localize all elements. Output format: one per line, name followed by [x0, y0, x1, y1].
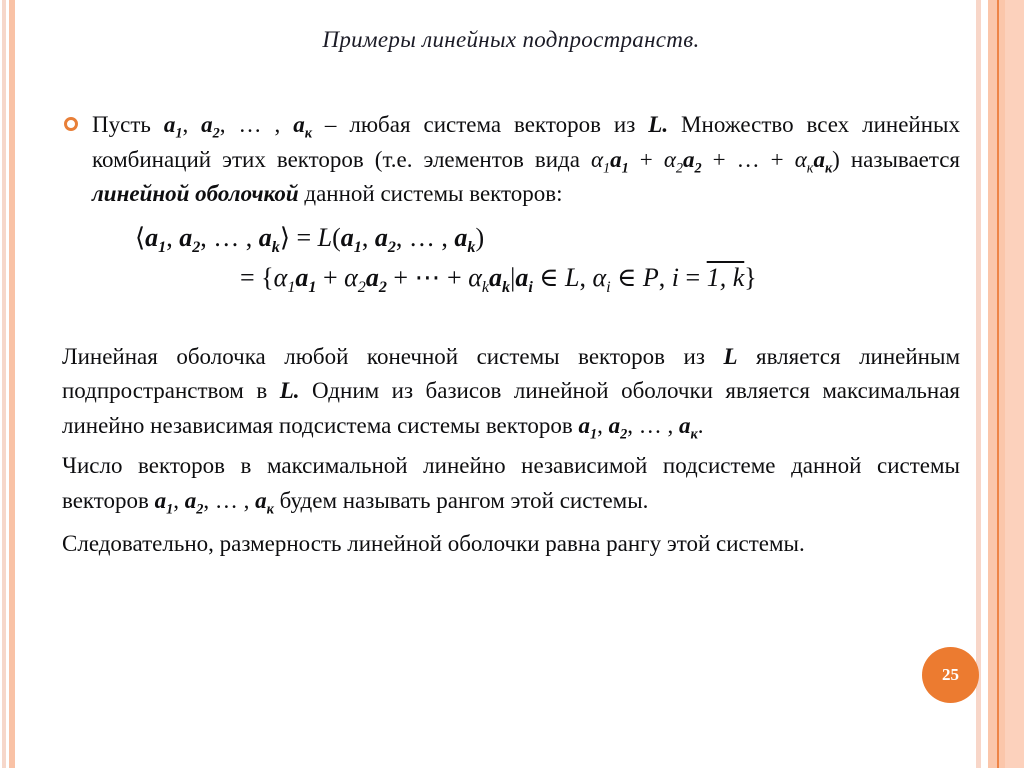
page-number: 25 — [942, 665, 959, 684]
right-stripe-light-band — [1005, 0, 1024, 768]
paragraph-dimension: Следовательно, размерность линейной оболочки равна рангу этой системы. — [62, 531, 805, 556]
page-number-badge — [922, 647, 979, 703]
right-stripe-thin — [976, 0, 981, 768]
bullet-paragraph — [62, 108, 960, 212]
formula-set-definition: = {$\alpha_1a_1 + \alpha_2a_2$ + ⋯ + $\alpha_ka_k|a_i$ ∈ L, $\alpha_i$ ∈ P, i = 1, k} — [240, 262, 757, 296]
paragraph-span-subspace: Линейная оболочка любой конечной системы векторов из L является линейным подпространством в L. Одним из базисов линейной оболочки является максимальная линейно независимая подсистема системы векторов $a_1$, $a_2$, … , $a_к$. — [62, 343, 961, 443]
paragraph-intro: Пусть $a_1$, $a_2$, … , $a_к$ – любая система векторов из L. Множество всех линейных комбинаций этих векторов (т.е. элементов вида $\alpha_1a_1 + \alpha_2a_2$ + … + $\alpha_кa_к$) называется линейной оболочкой данной системы векторов: — [92, 112, 961, 206]
left-stripe-thick — [9, 0, 15, 768]
left-stripe-thin — [2, 0, 6, 768]
right-stripe-orange-line — [997, 0, 999, 768]
paragraph-rank: Число векторов в максимальной линейно независимой подсистеме данной системы векторов $a_1$, $a_2$, … , $a_к$ будем называть рангом этой системы. — [62, 453, 960, 518]
bullet-circle-icon — [64, 117, 78, 131]
slide-title: Примеры линейных подпространств. — [322, 27, 700, 52]
slide-content — [62, 27, 960, 562]
formula-linear-span: $⟨a_1$, $a_2$, … , $a_k⟩ = L(a_1$, $a_2$, … , $a_k$) — [135, 222, 485, 256]
